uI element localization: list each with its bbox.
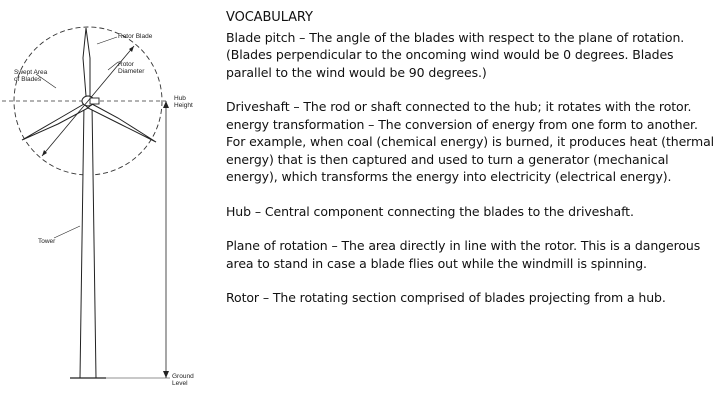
vocab-entry-text: Rotor – The rotating section comprised of blades projecting from a hub. bbox=[226, 290, 666, 305]
label-ground-level-1: Ground bbox=[172, 373, 194, 380]
label-rotor-diameter-1: Rotor bbox=[118, 61, 134, 68]
tower-shape bbox=[80, 104, 96, 378]
blade-left bbox=[22, 104, 88, 140]
blade-right bbox=[88, 104, 156, 142]
wind-turbine-diagram bbox=[0, 0, 220, 405]
blade-up bbox=[83, 28, 90, 96]
vocabulary-heading: VOCABULARY bbox=[226, 10, 313, 25]
label-tower: Tower bbox=[38, 238, 56, 245]
vocab-entry-text: Plane of rotation – The area directly in line with the rotor. This is a dangerous area to stand in case a blade flies out while the windmill is spinning. bbox=[226, 238, 701, 271]
vocab-entry-hub bbox=[226, 203, 716, 221]
vocab-entry-rotor bbox=[226, 289, 716, 307]
label-rotor-diameter-2: Diameter bbox=[118, 68, 145, 75]
vocab-entry-driveshaft bbox=[226, 98, 716, 186]
vocab-entry-text: Driveshaft – The rod or shaft connected to the hub; it rotates with the rotor. energy transformation – The conversion of energy from one form to another. For example, when coal (chemical energy) is burned, it produces heat (thermal energy) that is then captured and used to turn a generator (mechanical energy), which transforms the energy into electricity (electrical energy). bbox=[226, 99, 715, 184]
vocab-entry-text: Hub – Central component connecting the blades to the driveshaft. bbox=[226, 203, 634, 219]
label-hub-height-2: Height bbox=[174, 102, 193, 109]
vocabulary-section bbox=[226, 9, 716, 324]
vocab-entry-plane-of-rotation bbox=[226, 237, 716, 272]
vocab-entry-blade-pitch bbox=[226, 29, 716, 82]
wind-turbine-svg bbox=[0, 0, 220, 405]
label-ground-level-2: Level bbox=[172, 380, 188, 387]
vocab-entry-text: Blade pitch – The angle of the blades with respect to the plane of rotation. (Blades perpendicular to the oncoming wind would be 0 degrees. Blades parallel to the wind would be 90 degrees.) bbox=[226, 29, 685, 80]
label-swept-area-2: of Blades bbox=[14, 76, 42, 83]
label-swept-area-1: Swept Area bbox=[14, 69, 48, 76]
label-rotor-blade: Rotor Blade bbox=[118, 33, 153, 40]
label-hub-height-1: Hub bbox=[174, 95, 186, 102]
nacelle-shape bbox=[90, 98, 99, 104]
